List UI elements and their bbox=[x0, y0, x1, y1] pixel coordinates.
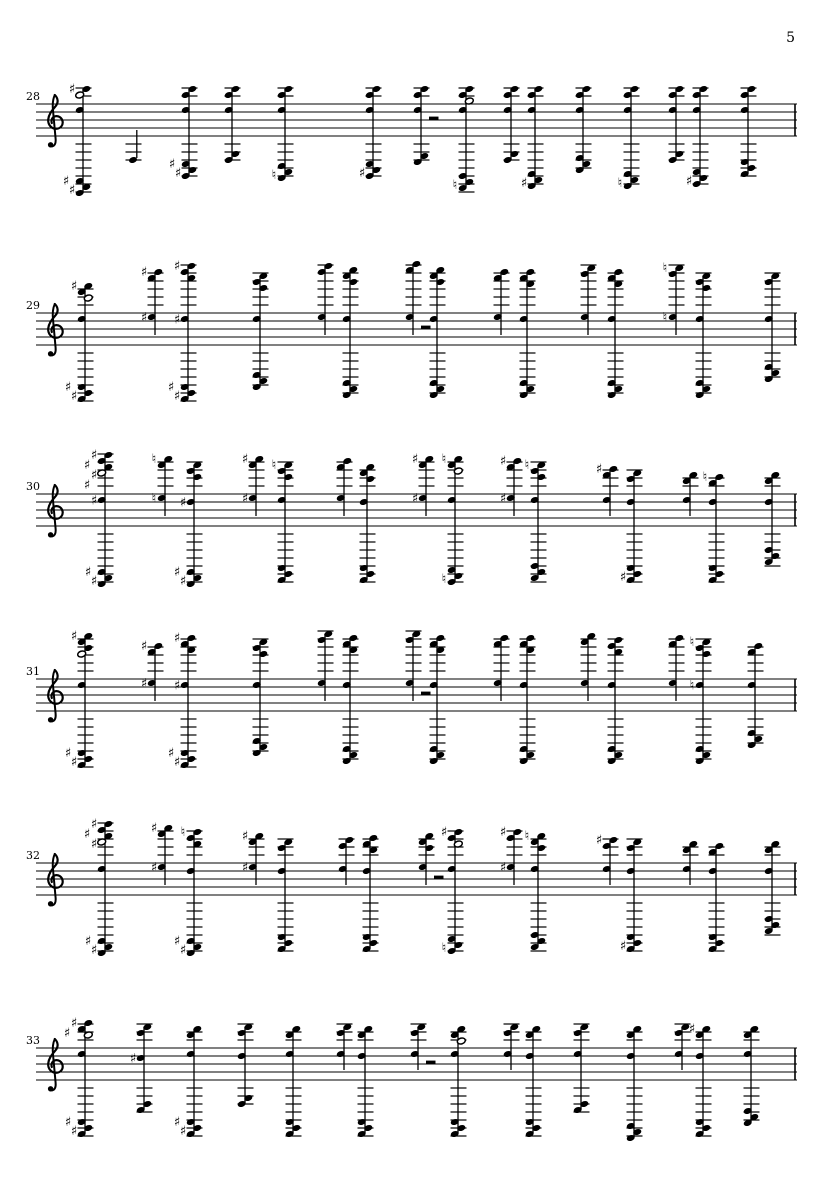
chord bbox=[63, 82, 92, 198]
svg-text:♯: ♯ bbox=[499, 825, 507, 840]
svg-text:♮: ♮ bbox=[151, 452, 157, 467]
svg-text:♯: ♯ bbox=[241, 491, 249, 507]
svg-text:♯: ♯ bbox=[179, 495, 187, 511]
svg-text:♮: ♮ bbox=[662, 261, 668, 276]
treble-clef-icon bbox=[48, 485, 63, 538]
svg-text:♯: ♯ bbox=[173, 934, 181, 949]
chord bbox=[65, 629, 94, 770]
chord bbox=[580, 264, 597, 335]
chord bbox=[141, 639, 164, 701]
svg-text:♯: ♯ bbox=[173, 259, 181, 274]
system-m33 bbox=[26, 1016, 797, 1142]
chord bbox=[342, 266, 359, 399]
svg-text:♯: ♯ bbox=[70, 755, 78, 770]
chord bbox=[620, 838, 643, 954]
chord bbox=[342, 634, 359, 765]
chord bbox=[525, 458, 547, 582]
chord bbox=[663, 261, 685, 335]
svg-text:♯: ♯ bbox=[241, 860, 249, 876]
svg-text:♯: ♯ bbox=[499, 491, 507, 507]
svg-text:♯: ♯ bbox=[83, 458, 91, 473]
chord bbox=[237, 1023, 254, 1108]
chord bbox=[743, 1025, 760, 1127]
svg-text:♯: ♯ bbox=[168, 157, 176, 172]
chord bbox=[764, 272, 781, 383]
chord bbox=[357, 1025, 374, 1138]
svg-text:♯: ♯ bbox=[173, 389, 181, 404]
chord bbox=[596, 462, 619, 516]
chord bbox=[429, 634, 446, 765]
chord bbox=[169, 85, 198, 181]
chord bbox=[708, 842, 725, 953]
chord bbox=[690, 635, 712, 765]
chord bbox=[441, 825, 464, 956]
svg-text:♯: ♯ bbox=[64, 746, 72, 761]
chord bbox=[686, 85, 709, 189]
svg-text:♮: ♮ bbox=[271, 168, 277, 183]
svg-text:♯: ♯ bbox=[688, 1022, 696, 1037]
chord bbox=[596, 833, 619, 885]
svg-text:♯: ♯ bbox=[90, 468, 98, 483]
svg-text:♯: ♯ bbox=[90, 837, 98, 852]
chord bbox=[130, 1023, 153, 1114]
svg-text:♮: ♮ bbox=[151, 491, 157, 507]
svg-text:♯: ♯ bbox=[70, 629, 78, 644]
treble-clef-icon bbox=[48, 670, 63, 723]
chord bbox=[413, 85, 439, 166]
chord bbox=[252, 272, 269, 391]
chord bbox=[252, 638, 269, 757]
chord bbox=[620, 469, 643, 585]
svg-text:♯: ♯ bbox=[83, 827, 91, 842]
chord bbox=[174, 1025, 203, 1139]
chord bbox=[682, 471, 699, 516]
chord bbox=[580, 632, 597, 701]
measure-number: 33 bbox=[26, 1034, 40, 1047]
chord bbox=[519, 634, 536, 765]
chord bbox=[151, 821, 174, 885]
svg-text:♯: ♯ bbox=[241, 829, 249, 844]
treble-clef-icon bbox=[48, 854, 63, 907]
svg-text:♯: ♯ bbox=[241, 452, 249, 467]
chord bbox=[317, 262, 334, 335]
svg-text:♮: ♮ bbox=[180, 825, 186, 840]
chord bbox=[168, 631, 197, 770]
chord bbox=[519, 268, 536, 399]
measure-number: 30 bbox=[26, 480, 40, 493]
chord bbox=[126, 130, 142, 164]
system-m31 bbox=[26, 629, 797, 770]
chord bbox=[272, 458, 294, 584]
svg-text:♮: ♮ bbox=[271, 458, 277, 473]
svg-text:♯: ♯ bbox=[167, 746, 175, 761]
chord bbox=[493, 268, 510, 335]
chord bbox=[317, 630, 334, 701]
svg-text:♯: ♯ bbox=[179, 1124, 187, 1139]
svg-text:♯: ♯ bbox=[499, 454, 507, 469]
chord bbox=[442, 452, 464, 587]
chord bbox=[336, 457, 353, 516]
chord bbox=[338, 836, 355, 885]
chord bbox=[450, 1025, 467, 1138]
svg-text:♯: ♯ bbox=[173, 678, 181, 694]
chord bbox=[405, 630, 431, 701]
chord bbox=[359, 85, 382, 181]
chord bbox=[682, 840, 699, 885]
chord bbox=[242, 829, 265, 885]
svg-text:♯: ♯ bbox=[173, 755, 181, 770]
chord bbox=[152, 452, 174, 516]
chord bbox=[607, 636, 624, 765]
svg-text:♮: ♮ bbox=[441, 452, 447, 467]
chord bbox=[429, 266, 446, 399]
svg-text:♯: ♯ bbox=[179, 574, 187, 589]
svg-text:♯: ♯ bbox=[499, 860, 507, 876]
chord bbox=[626, 1025, 643, 1142]
svg-text:♯: ♯ bbox=[685, 174, 693, 189]
chord bbox=[410, 1023, 436, 1070]
svg-text:♯: ♯ bbox=[150, 860, 158, 876]
chord bbox=[618, 85, 640, 191]
chord bbox=[668, 634, 685, 701]
chord bbox=[285, 1025, 302, 1138]
chord bbox=[359, 463, 376, 584]
svg-text:♯: ♯ bbox=[595, 462, 603, 477]
svg-text:♮: ♮ bbox=[524, 458, 530, 473]
chord bbox=[418, 832, 444, 885]
chord bbox=[521, 85, 544, 191]
chord bbox=[64, 1016, 94, 1139]
svg-text:♮: ♮ bbox=[662, 310, 668, 326]
measure-number: 28 bbox=[26, 90, 40, 103]
system-m29 bbox=[26, 259, 797, 404]
svg-text:♯: ♯ bbox=[70, 389, 78, 404]
chord bbox=[412, 452, 435, 516]
svg-text:♯: ♯ bbox=[64, 380, 72, 395]
svg-text:♯: ♯ bbox=[62, 174, 70, 189]
chord bbox=[525, 829, 547, 951]
svg-text:♯: ♯ bbox=[411, 491, 419, 507]
svg-text:♯: ♯ bbox=[84, 934, 92, 949]
svg-text:♯: ♯ bbox=[68, 183, 76, 198]
svg-text:♯: ♯ bbox=[140, 676, 148, 692]
chord bbox=[500, 825, 523, 885]
svg-text:♯: ♯ bbox=[150, 821, 158, 836]
svg-text:♯: ♯ bbox=[440, 825, 448, 840]
svg-text:♮: ♮ bbox=[524, 829, 530, 844]
measure-number: 29 bbox=[26, 299, 40, 312]
chord bbox=[607, 268, 624, 399]
svg-text:♯: ♯ bbox=[173, 565, 181, 580]
chord bbox=[703, 470, 725, 584]
chord bbox=[503, 85, 520, 164]
svg-text:♮: ♮ bbox=[452, 178, 458, 193]
svg-text:♯: ♯ bbox=[70, 1124, 78, 1139]
svg-text:♯: ♯ bbox=[84, 565, 92, 580]
svg-text:♯: ♯ bbox=[619, 939, 627, 954]
chord bbox=[272, 85, 294, 183]
chord bbox=[174, 825, 203, 958]
page-number: 5 bbox=[786, 30, 795, 46]
svg-text:♯: ♯ bbox=[68, 82, 76, 97]
svg-text:♯: ♯ bbox=[174, 166, 182, 181]
svg-text:♮: ♮ bbox=[441, 572, 447, 587]
treble-clef-icon bbox=[48, 1039, 63, 1092]
chord bbox=[242, 452, 265, 516]
svg-text:♯: ♯ bbox=[173, 1115, 181, 1130]
chord bbox=[493, 634, 510, 701]
svg-text:♯: ♯ bbox=[63, 1026, 71, 1041]
svg-text:♯: ♯ bbox=[140, 639, 148, 654]
chord bbox=[573, 1023, 590, 1114]
svg-text:♯: ♯ bbox=[173, 631, 181, 646]
chord bbox=[224, 85, 241, 164]
chord bbox=[525, 1025, 542, 1138]
svg-text:♯: ♯ bbox=[70, 279, 78, 294]
svg-text:♮: ♮ bbox=[702, 470, 708, 485]
chord bbox=[575, 85, 592, 174]
svg-text:♯: ♯ bbox=[167, 380, 175, 395]
svg-text:♯: ♯ bbox=[64, 1115, 72, 1130]
svg-text:♯: ♯ bbox=[140, 265, 148, 280]
svg-text:♯: ♯ bbox=[129, 1051, 137, 1067]
svg-text:♮: ♮ bbox=[689, 635, 695, 650]
svg-text:♯: ♯ bbox=[411, 452, 419, 467]
chord bbox=[405, 260, 431, 335]
svg-text:♯: ♯ bbox=[90, 448, 98, 463]
system-m32 bbox=[26, 817, 797, 958]
chord bbox=[174, 461, 203, 589]
treble-clef-icon bbox=[48, 304, 63, 357]
chord bbox=[168, 259, 197, 404]
svg-text:♮: ♮ bbox=[617, 176, 623, 191]
chord bbox=[141, 265, 164, 335]
chord bbox=[65, 279, 94, 404]
svg-text:♮: ♮ bbox=[689, 678, 695, 694]
svg-text:♯: ♯ bbox=[179, 943, 187, 958]
measure-number: 32 bbox=[26, 849, 40, 862]
svg-text:♯: ♯ bbox=[358, 166, 366, 181]
chord bbox=[453, 85, 475, 193]
svg-text:♯: ♯ bbox=[619, 570, 627, 585]
svg-text:♯: ♯ bbox=[173, 312, 181, 328]
svg-text:♯: ♯ bbox=[140, 310, 148, 326]
chord bbox=[500, 454, 523, 516]
chord bbox=[668, 85, 685, 164]
svg-text:♯: ♯ bbox=[90, 817, 98, 832]
chord bbox=[362, 834, 379, 953]
chord bbox=[740, 85, 757, 178]
treble-clef-icon bbox=[48, 95, 63, 148]
chord bbox=[336, 1023, 353, 1070]
system-m30 bbox=[26, 448, 797, 589]
system-m28 bbox=[26, 82, 797, 198]
svg-text:♯: ♯ bbox=[83, 478, 91, 493]
svg-text:♯: ♯ bbox=[90, 574, 98, 589]
chord bbox=[503, 1023, 520, 1070]
measure-number: 31 bbox=[26, 665, 40, 678]
svg-text:♮: ♮ bbox=[441, 941, 447, 956]
svg-text:♯: ♯ bbox=[70, 1016, 78, 1031]
svg-text:♯: ♯ bbox=[90, 943, 98, 958]
svg-text:♯: ♯ bbox=[90, 493, 98, 509]
svg-text:♯: ♯ bbox=[595, 833, 603, 848]
chord bbox=[695, 272, 712, 399]
svg-text:♯: ♯ bbox=[520, 176, 528, 191]
